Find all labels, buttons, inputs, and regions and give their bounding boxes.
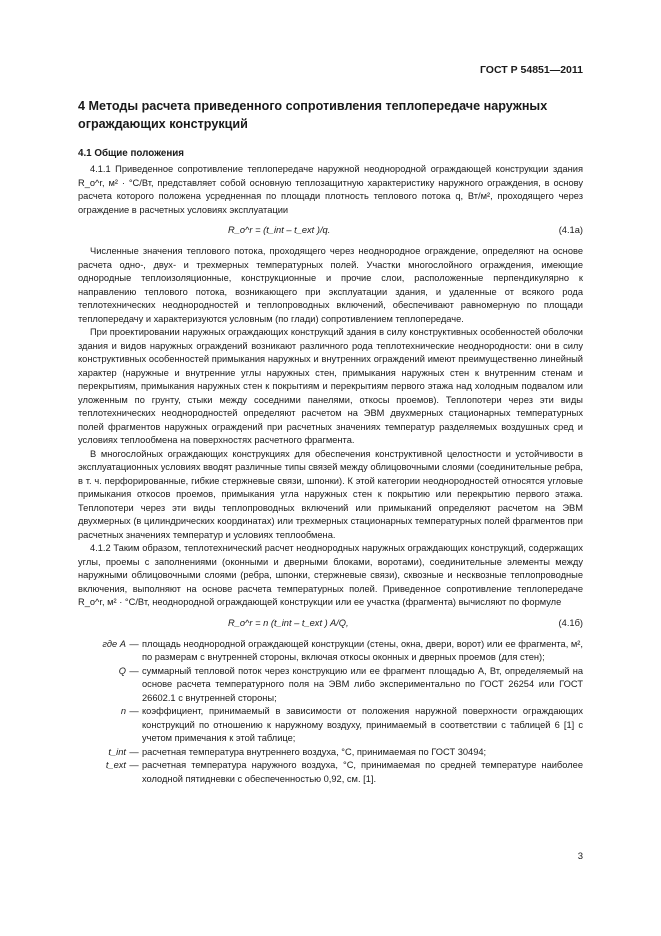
- body-text: [78, 163, 583, 786]
- definition-item: [78, 705, 583, 746]
- paragraph: Численные значения теплового потока, проходящего через неоднородное ограждение, определяют на основе расчета одно-, двух- и трехмерных температурных полей. Участки многослойного ограждения, имеющие однородные теплоизоляционные, конструкционные и прочие слои, расположенные перпендикулярно к направлению теплового потока, возникающего при эксплуатации здания, и удаленные от всякого рода теплотехнических неоднородностей и теплопроводных включений, обеспечивают равномерную по площади теплопередачу и характеризуются условным (по глади) сопротивлением теплопередаче.: [78, 246, 583, 324]
- formula-number: (4.1б): [558, 617, 583, 628]
- definition-dash: —: [129, 638, 139, 649]
- definition-symbol: n: [120, 706, 126, 716]
- definition-dash: —: [129, 746, 139, 757]
- definition-symbol: t_ext: [105, 760, 126, 770]
- definition-dash: —: [129, 706, 139, 716]
- formula-number: (4.1а): [558, 225, 583, 235]
- definition-text: суммарный тепловой поток через конструкцию или ее фрагмент площадью A, Вт, определяемый на основе расчета температурного поля на ЭВМ либо экспериментально по ГОСТ 26254 или ГОСТ 26602.1 с внутренней стороны;: [142, 665, 583, 703]
- definition-item: [78, 759, 583, 786]
- definition-dash: —: [129, 760, 139, 770]
- definitions-list: [78, 638, 583, 787]
- definition-text: площадь неоднородной ограждающей конструкции (стены, окна, двери, ворот) или ее фрагмента, м², по размерам с внутренней стороны, включая откосы оконных и дверных проемов (для стен);: [142, 638, 583, 662]
- definition-text: расчетная температура наружного воздуха, °С, принимаемая по средней температуре наиболее холодной пятидневки с обеспеченностью 0,92, см. [1].: [142, 760, 583, 784]
- definition-symbol: где A: [102, 638, 126, 649]
- paragraph: В многослойных ограждающих конструкциях для обеспечения конструктивной целостности и устойчивости в эксплуатационных условиях вводят различные типы связей между облицовочными слоями (соединительные ребра, в т. ч. перфорированные, гибкие стержневые связи, шпонки). К этой категории неоднородностей относятся угловые примыкания откосов проемов, примыкания угла наружных стен к покрытию или перекрытию первого этажа. Теплопотери через эти виды теплопроводных включений или примыканий определяют расчетом на ЭВМ двухмерных (в цилиндрических координатах) или трехмерных стационарных температурных полей фрагментов при расчетных значениях температур и условиях теплообмена.: [78, 448, 583, 540]
- formula-block: [78, 219, 583, 243]
- paragraph: При проектировании наружных ограждающих конструкций здания в силу конструктивных особенностей оболочки здания и видов наружных ограждений возникают различного рода теплотехнические неоднородности: они в силу конструктивных особенностей примыкания наружных и внутренних ограждений имеют преимущественно линейный характер (наружные и внутренние углы наружных стен, примыкания наружных стен к внутренним стенам и перекрытиям, примыкания наружных стен к покрытиям и перекрытиям первого этажа над холодным подвалом или уложенным по грунту, стыки между соседними панелями, откосы проемов). Теплопотери через эти виды теплотехнических неоднородностей определяют расчетом на ЭВМ двухмерных стационарных температурных полей фрагментов наружных ограждений при расчетных значениях температур разделяемых воздушных сред и условиях теплообмена на поверхностях расчетного фрагмента.: [78, 327, 583, 445]
- subsection-title: 4.1 Общие положения: [78, 148, 185, 159]
- definition-symbol: Q: [118, 665, 126, 676]
- paragraph: 4.1.1 Приведенное сопротивление теплопередаче наружной неоднородной ограждающей конструкции здания R_o^r, м² · °С/Вт, представляет собой основную теплозащитную характеристику наружного ограждения, в основу расчета которого положена усредненная по площади плотность теплового потока q, Вт/м², проходящего через ограждение в расчетных условиях эксплуатации: [78, 164, 583, 215]
- definition-text: коэффициент, принимаемый в зависимости от положения наружной поверхности ограждающих конструкций по отношению к наружному воздуху, принимаемый в соответствии с таблицей 6 [1] с учетом примечания к этой таблице;: [142, 706, 583, 743]
- page-number: 3: [577, 851, 583, 862]
- definition-item: [78, 665, 583, 706]
- formula: R_o^r = (t_int – t_ext )/q.: [228, 225, 331, 235]
- section-title: 4 Методы расчета приведенного сопротивления теплопередаче наружных ограждающих конструкций: [78, 99, 548, 131]
- definition-symbol: t_int: [108, 746, 126, 757]
- definition-item: [78, 638, 583, 665]
- definition-dash: —: [129, 665, 139, 676]
- formula: R_o^r = n (t_int – t_ext ) A/Q,: [228, 617, 349, 628]
- definition-text: расчетная температура внутреннего воздуха, °С, принимаемая по ГОСТ 30494;: [142, 746, 487, 757]
- document-id-header: ГОСТ Р 54851—2011: [479, 64, 583, 76]
- paragraph: 4.1.2 Таким образом, теплотехнический расчет неоднородных наружных ограждающих конструкций, содержащих углы, проемы с заполнениями (оконными и дверными блоками, воротами), соединительные элементы между наружными облицовочными слоями (ребра, шпонки, стержневые связи), сквозные и несквозные теплопроводные включения, выполняют на основе расчета температурных полей. Приведенное сопротивление теплопередаче R_o^r, м² · °С/Вт, неоднородной ограждающей конструкции или ее участка (фрагмента) вычисляют по формуле: [78, 543, 583, 607]
- definition-item: [78, 746, 583, 760]
- formula-block: [78, 612, 583, 636]
